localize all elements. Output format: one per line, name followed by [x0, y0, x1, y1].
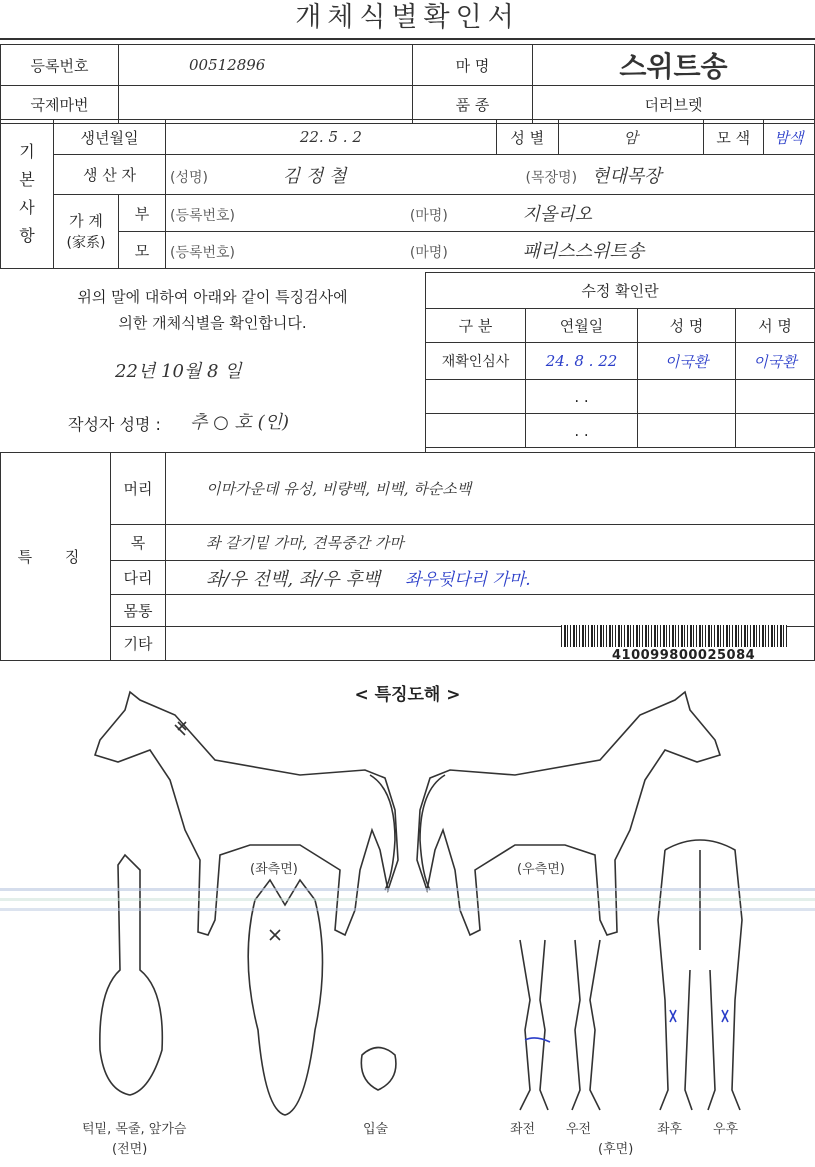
- birth-value: 22. 5 . 2: [166, 120, 497, 155]
- rear-view-icon: [658, 840, 742, 1110]
- farm-label: (목장명): [525, 169, 578, 186]
- head-value: 이마가운데 유성, 비량백, 비백, 하순소백: [166, 453, 815, 525]
- farm-name: 현대목장: [591, 165, 662, 187]
- revision-cell: . .: [526, 380, 638, 414]
- neck-label: 목: [111, 525, 166, 561]
- diagram-title: < 특징도해 >: [354, 685, 461, 705]
- revision-cell: [426, 414, 526, 448]
- revision-cell: [736, 414, 815, 448]
- statement-line-2: 의한 개체식별을 확인합니다.: [118, 314, 307, 332]
- author-label: 작성자 성명 :: [68, 415, 161, 434]
- hind-right-caption: 우후: [713, 1122, 739, 1137]
- revision-title: 수정 확인란: [426, 273, 815, 309]
- horse-diagram: [0, 670, 815, 1140]
- lip-caption: 입술: [363, 1122, 389, 1137]
- color-value: 밤색: [763, 120, 814, 155]
- legs-label: 다리: [111, 561, 166, 595]
- revision-header-sign: 서 명: [736, 309, 815, 343]
- front-right-caption: 우전: [566, 1122, 592, 1137]
- sire-regno-label: (등록번호): [170, 208, 236, 224]
- basic-section-label: [1, 120, 54, 269]
- scan-artifact: [0, 888, 815, 891]
- statement-line-1: 위의 말에 대하여 아래와 같이 특징검사에: [77, 288, 348, 306]
- revision-cell: [638, 414, 736, 448]
- revision-cell: . .: [526, 414, 638, 448]
- breeder-label: 생 산 자: [54, 155, 166, 195]
- dam-regno-label: (등록번호): [170, 245, 236, 261]
- neck-value: 좌 갈기밑 가마, 견목중간 가마: [166, 525, 815, 561]
- table-row: [426, 380, 815, 414]
- reg-number-label: 등록번호: [1, 45, 119, 86]
- basic-section-text: 기본사항: [19, 142, 35, 245]
- family-label-cell: [54, 195, 119, 269]
- breed-value: 더러브렛: [533, 86, 815, 124]
- horse-name-label: 마 명: [413, 45, 533, 86]
- revision-cell: 24. 8 . 22: [526, 343, 638, 380]
- scan-artifact: [0, 908, 815, 911]
- other-label: 기타: [111, 627, 166, 661]
- front-left-caption: 좌전: [510, 1122, 536, 1137]
- confirmation-box: [0, 272, 426, 453]
- revision-cell: 이국환: [638, 343, 736, 380]
- registration-table: [0, 44, 815, 124]
- revision-cell: 재확인심사: [426, 343, 526, 380]
- dam-name: 패리스스위트송: [522, 241, 645, 262]
- hind-left-caption: 좌후: [657, 1122, 683, 1137]
- lip-view-icon: [361, 1048, 396, 1091]
- head-front-view-icon: [248, 880, 322, 1115]
- front-sub-caption: (전면): [112, 1142, 148, 1157]
- revision-table: [425, 272, 815, 448]
- scan-artifact: [0, 898, 815, 901]
- front-view-neck-icon: [100, 855, 162, 1095]
- issue-date: 22년 10월 8 일: [115, 361, 242, 382]
- sire-horse-name-label: (마명): [409, 208, 448, 224]
- revision-header-type: 구 분: [426, 309, 526, 343]
- table-row: [426, 343, 815, 380]
- family-label: 가 계: [69, 211, 103, 230]
- breed-label: 품 종: [413, 86, 533, 124]
- title-underline: [0, 38, 815, 40]
- document-title: 개체식별확인서: [295, 2, 520, 33]
- sire-cell: [166, 195, 815, 232]
- revision-header-name: 성 명: [638, 309, 736, 343]
- head-label: 머리: [111, 453, 166, 525]
- family-hanja: (家系): [66, 234, 106, 251]
- barcode-image: [561, 625, 787, 647]
- basic-info-table: [0, 119, 815, 269]
- legs-note: 좌우뒷다리 가마.: [404, 569, 531, 590]
- rear-sub-caption: (후면): [598, 1142, 634, 1157]
- front-legs-icon: [520, 940, 600, 1110]
- revision-cell: [638, 380, 736, 414]
- sire-label: 부: [119, 195, 166, 232]
- sex-label: 성 별: [496, 120, 558, 155]
- body-label: 몸통: [111, 595, 166, 627]
- author-signature: 추 ○ 호 (인): [190, 412, 290, 433]
- reg-number-value: 00512896: [119, 45, 413, 86]
- right-side-caption: (우측면): [517, 862, 565, 877]
- front-caption: 턱밑, 목줄, 앞가슴: [82, 1122, 187, 1137]
- breeder-cell: [166, 155, 815, 195]
- breeder-name: 김 정 철: [282, 165, 347, 187]
- horse-name-value: 스위트송: [533, 45, 815, 86]
- left-side-caption: (좌측면): [250, 862, 298, 877]
- barcode-number: 410099800025084: [612, 648, 756, 663]
- legs-cell: [166, 561, 815, 595]
- legs-value: 좌/우 전백, 좌/우 후백: [206, 568, 381, 590]
- sex-value: 암: [558, 120, 703, 155]
- color-label: 모 색: [703, 120, 763, 155]
- revision-cell: 이국환: [736, 343, 815, 380]
- intl-number-label: 국제마번: [1, 86, 119, 124]
- sire-name: 지올리오: [522, 204, 593, 225]
- body-value: [166, 595, 815, 627]
- table-row: [426, 414, 815, 448]
- breeder-name-label: (성명): [170, 169, 208, 186]
- revision-cell: [426, 380, 526, 414]
- dam-label: 모: [119, 232, 166, 269]
- dam-cell: [166, 232, 815, 269]
- revision-header-date: 연월일: [526, 309, 638, 343]
- intl-number-value: [119, 86, 413, 124]
- dam-horse-name-label: (마명): [409, 245, 448, 261]
- revision-cell: [736, 380, 815, 414]
- birth-label: 생년월일: [54, 120, 166, 155]
- features-section-label: 특 징: [1, 453, 111, 661]
